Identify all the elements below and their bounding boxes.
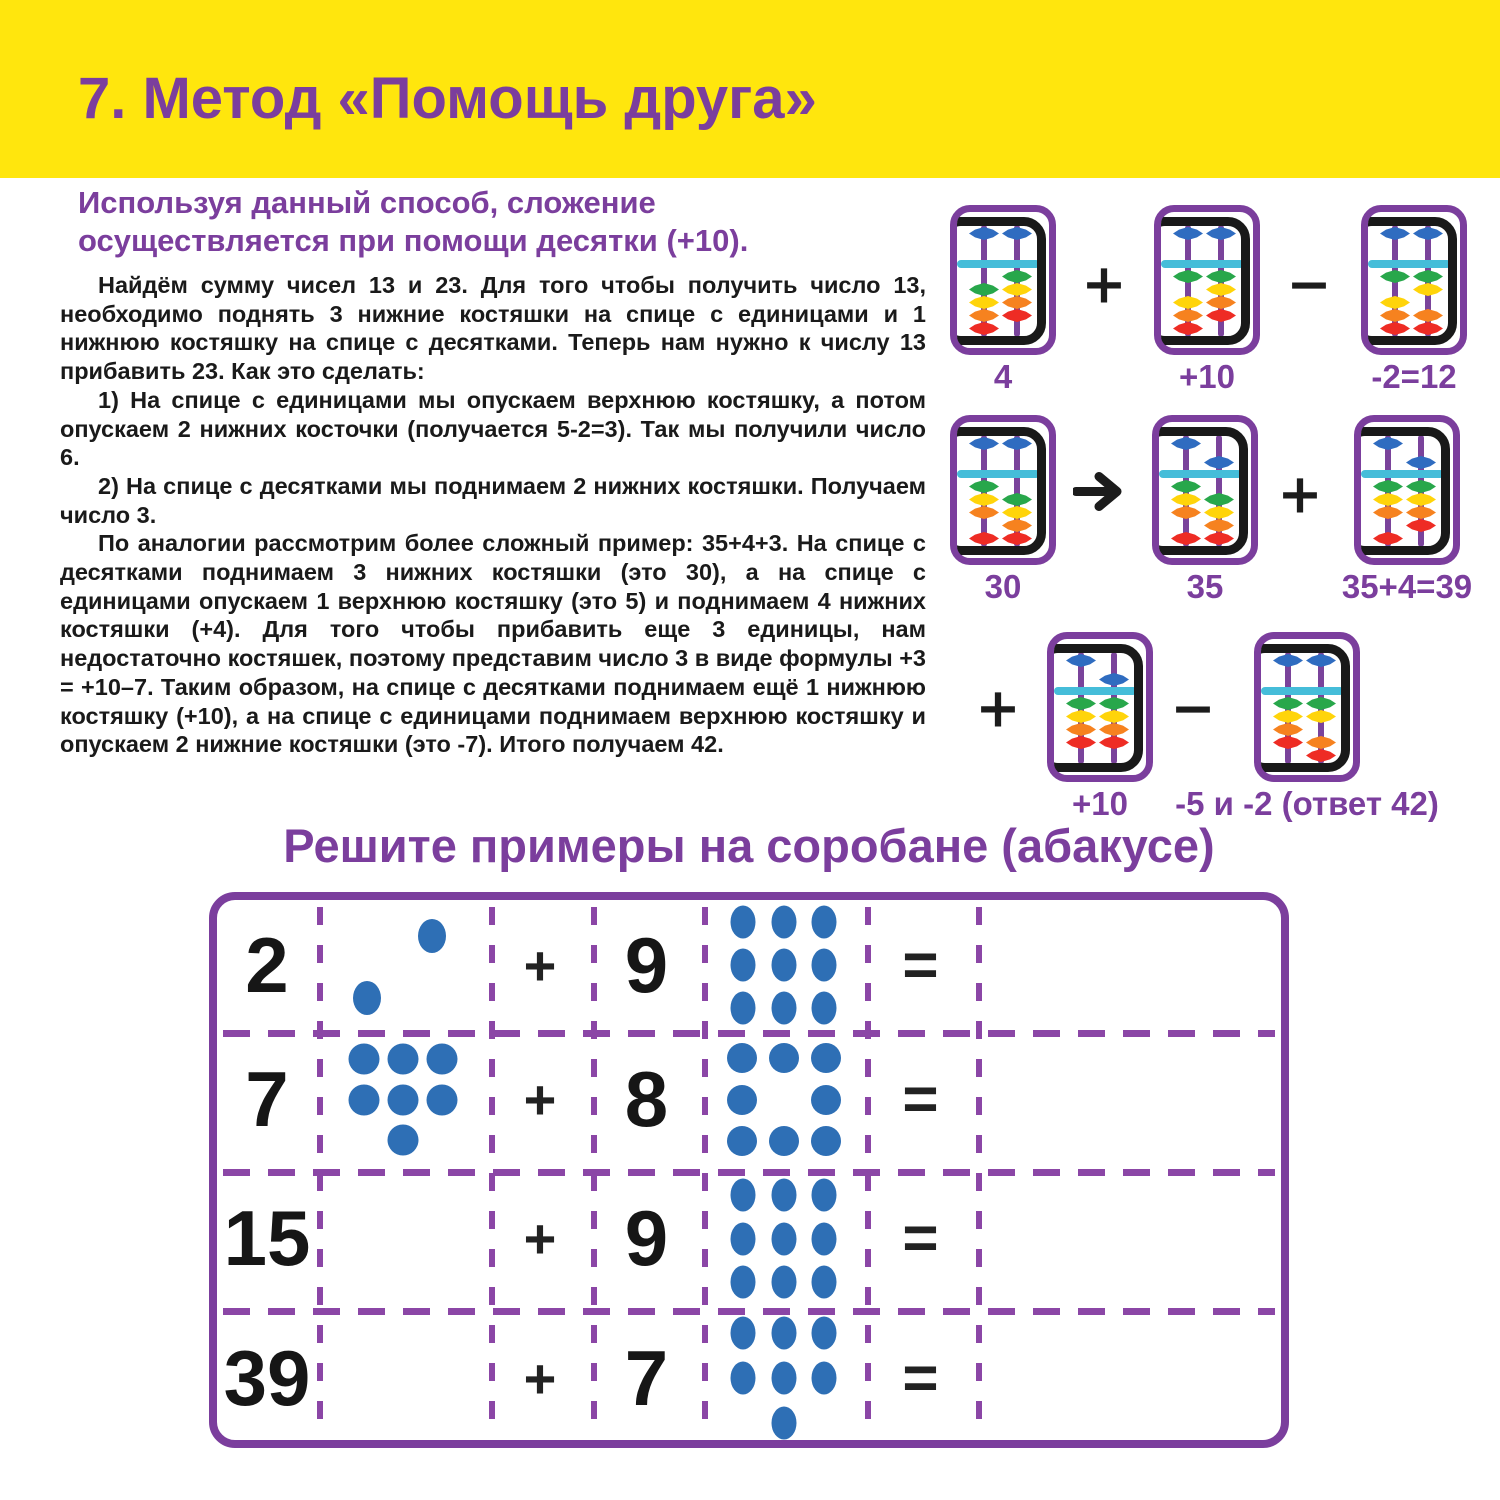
dot-group	[328, 913, 478, 1017]
operand-b: 9	[624, 1194, 669, 1282]
counting-dot	[730, 1265, 755, 1298]
counting-dot	[771, 1265, 796, 1298]
counting-dot	[811, 1085, 841, 1115]
abacus-label: -2=12	[1371, 358, 1457, 395]
counting-dot	[769, 1043, 799, 1073]
abacus-label: +10	[1179, 358, 1235, 395]
minus-operator-icon: −	[1170, 676, 1216, 740]
counting-dot	[348, 1044, 379, 1075]
abacus-minus2	[1361, 205, 1467, 355]
counting-dot	[771, 1222, 796, 1255]
dot-group	[726, 1182, 842, 1296]
abacus-figure-4	[950, 205, 1056, 395]
operand-a: 7	[245, 1055, 289, 1143]
abacus-inner	[1161, 212, 1253, 348]
exercise-row-2	[217, 1030, 1281, 1169]
counting-dot	[812, 1265, 837, 1298]
abacus-plus10	[1154, 205, 1260, 355]
answer-cell	[976, 1169, 1281, 1308]
abacus-inner	[1159, 422, 1251, 558]
abacus-label: 35+4=39	[1341, 568, 1473, 605]
counting-dot	[811, 1126, 841, 1156]
abacus-label: 30	[984, 568, 1022, 605]
answer-cell	[976, 900, 1281, 1030]
counting-dot	[727, 1043, 757, 1073]
equals-sign: =	[902, 930, 939, 1000]
dots-a-cell	[317, 900, 489, 1030]
counting-dot	[730, 905, 755, 938]
abacus-figure-35	[1152, 415, 1258, 605]
counting-dot	[812, 1179, 837, 1212]
abacus-frame	[1054, 644, 1143, 772]
page-title: 7. Метод «Помощь друга»	[78, 66, 817, 131]
counting-dot	[730, 949, 755, 982]
abacus-label: 4	[993, 358, 1013, 395]
counting-dot	[771, 1362, 796, 1395]
counting-dot	[812, 905, 837, 938]
paragraph-4: По аналогии рассмотрим более сложный пример: 35+4+3. На спице с десятками поднимаем 3 нижних костяшки (это 30), а на спице с единицами опускаем 1 верхнюю костяшку (это 5) и поднимаем 4 нижних костяшки (+4). Для того чтобы прибавить еще 3 единицы, нам недостаточно костяшек, поэтому представим число 3 в виде формулы +3 = +10–7. Таким образом, на спице с десятками поднимаем ещё 1 нижнюю костяшку (+10), а на спице с единицами поднимаем верхнюю костяшку и опускаем 2 нижние костяшки (это -7). Итого получаем 42.	[60, 530, 926, 758]
counting-dot	[730, 1222, 755, 1255]
subtitle-line-1: Используя данный способ, сложение	[78, 185, 656, 220]
counting-dot	[771, 1406, 796, 1439]
abacus-frame	[1368, 217, 1457, 345]
abacus-figure-39	[1341, 415, 1473, 605]
abacus-4	[950, 205, 1056, 355]
counting-dot	[812, 949, 837, 982]
abacus-inner	[1054, 639, 1146, 775]
dots-b-cell	[702, 900, 865, 1030]
abacus-frame	[1261, 644, 1350, 772]
dots-b-cell	[702, 1308, 865, 1448]
operand-b: 7	[624, 1333, 669, 1422]
abacus-inner	[1261, 639, 1353, 775]
counting-dot	[730, 1317, 755, 1350]
abacus-35	[1152, 415, 1258, 565]
abacus-answer42	[1254, 632, 1360, 782]
abacus-inner	[1361, 422, 1453, 558]
counting-dot	[427, 1044, 458, 1075]
plus-operator-icon: +	[1081, 252, 1127, 316]
operand-b: 9	[624, 920, 669, 1009]
plus-operator-icon: +	[1277, 462, 1323, 526]
answer-cell	[976, 1308, 1281, 1448]
counting-dot	[353, 981, 381, 1015]
counting-dot	[418, 919, 446, 953]
abacus-figure-30	[950, 415, 1056, 605]
dots-a-cell	[317, 1030, 489, 1169]
exercise-row-3	[217, 1169, 1281, 1308]
plus-operator-icon: +	[975, 676, 1021, 740]
answer-cell	[976, 1030, 1281, 1169]
abacus-frame	[1361, 427, 1450, 555]
counting-dot	[348, 1084, 379, 1115]
plus-sign: +	[523, 1346, 557, 1410]
abacus-label: 35	[1186, 568, 1224, 605]
minus-operator-icon: −	[1286, 252, 1332, 316]
counting-dot	[771, 1179, 796, 1212]
abacus-figure-plus10-2	[1047, 632, 1153, 822]
operand-a: 15	[223, 1194, 311, 1282]
counting-dot	[730, 992, 755, 1025]
abacus-frame	[957, 427, 1046, 555]
abacus-label: +10	[1072, 785, 1128, 822]
counting-dot	[727, 1126, 757, 1156]
counting-dot	[388, 1084, 419, 1115]
dot-group	[347, 1047, 459, 1153]
counting-dot	[771, 949, 796, 982]
abacus-30	[950, 415, 1056, 565]
counting-dot	[812, 992, 837, 1025]
exercise-table	[209, 892, 1289, 1448]
operand-a: 2	[245, 920, 289, 1009]
equals-sign: =	[902, 1204, 939, 1273]
counting-dot	[388, 1044, 419, 1075]
plus-sign: +	[523, 1207, 557, 1270]
equals-sign: =	[902, 1065, 939, 1134]
dots-a-cell	[317, 1308, 489, 1448]
counting-dot	[730, 1179, 755, 1212]
counting-dot	[811, 1043, 841, 1073]
dots-b-cell	[702, 1030, 865, 1169]
abacus-frame	[957, 217, 1046, 345]
abacus-frame	[1159, 427, 1248, 555]
counting-dot	[427, 1084, 458, 1115]
abacus-39	[1354, 415, 1460, 565]
counting-dot	[727, 1085, 757, 1115]
dot-group	[726, 1319, 842, 1437]
counting-dot	[812, 1222, 837, 1255]
dot-group	[724, 1045, 844, 1155]
abacus-inner	[1368, 212, 1460, 348]
exercise-row-1	[217, 900, 1281, 1030]
abacus-inner	[957, 422, 1049, 558]
arrow-right-icon	[1073, 463, 1129, 526]
counting-dot	[771, 992, 796, 1025]
abacus-figure-minus2	[1361, 205, 1467, 395]
counting-dot	[388, 1124, 419, 1155]
exercise-row-4	[217, 1308, 1281, 1448]
dots-a-cell	[317, 1169, 489, 1308]
counting-dot	[812, 1362, 837, 1395]
equals-sign: =	[902, 1343, 939, 1413]
plus-sign: +	[523, 1068, 557, 1131]
abacus-figure-plus10	[1154, 205, 1260, 395]
abacus-plus10-2	[1047, 632, 1153, 782]
abacus-figure-answer42	[1175, 632, 1439, 822]
abacus-label: -5 и -2 (ответ 42)	[1175, 785, 1439, 822]
operand-a: 39	[223, 1333, 311, 1422]
counting-dot	[771, 1317, 796, 1350]
counting-dot	[769, 1126, 799, 1156]
plus-sign: +	[523, 933, 557, 997]
counting-dot	[730, 1362, 755, 1395]
counting-dot	[812, 1317, 837, 1350]
abacus-inner	[957, 212, 1049, 348]
paragraph-1: Найдём сумму чисел 13 и 23. Для того чтобы получить число 13, необходимо поднять 3 нижние костяшки на спице с единицами и 1 нижнюю костяшку на спице с десятками. Теперь нам нужно к числу 13 прибавить 23. Как это сделать:	[60, 272, 926, 385]
paragraph-2: 1) На спице с единицами мы опускаем верхнюю костяшку, а потом опускаем 2 нижних косточки (получается 5-2=3). Так мы получили число 6.	[60, 386, 926, 471]
section-heading: Решите примеры на соробане (абакусе)	[283, 819, 1215, 872]
abacus-frame	[1161, 217, 1250, 345]
operand-b: 8	[624, 1055, 669, 1143]
counting-dot	[771, 905, 796, 938]
subtitle-line-2: осуществляется при помощи десятки (+10).	[78, 223, 749, 258]
dot-group	[726, 908, 842, 1022]
dots-b-cell	[702, 1169, 865, 1308]
paragraph-3: 2) На спице с десятками мы поднимаем 2 нижних костяшки. Получаем число 3.	[60, 472, 926, 528]
